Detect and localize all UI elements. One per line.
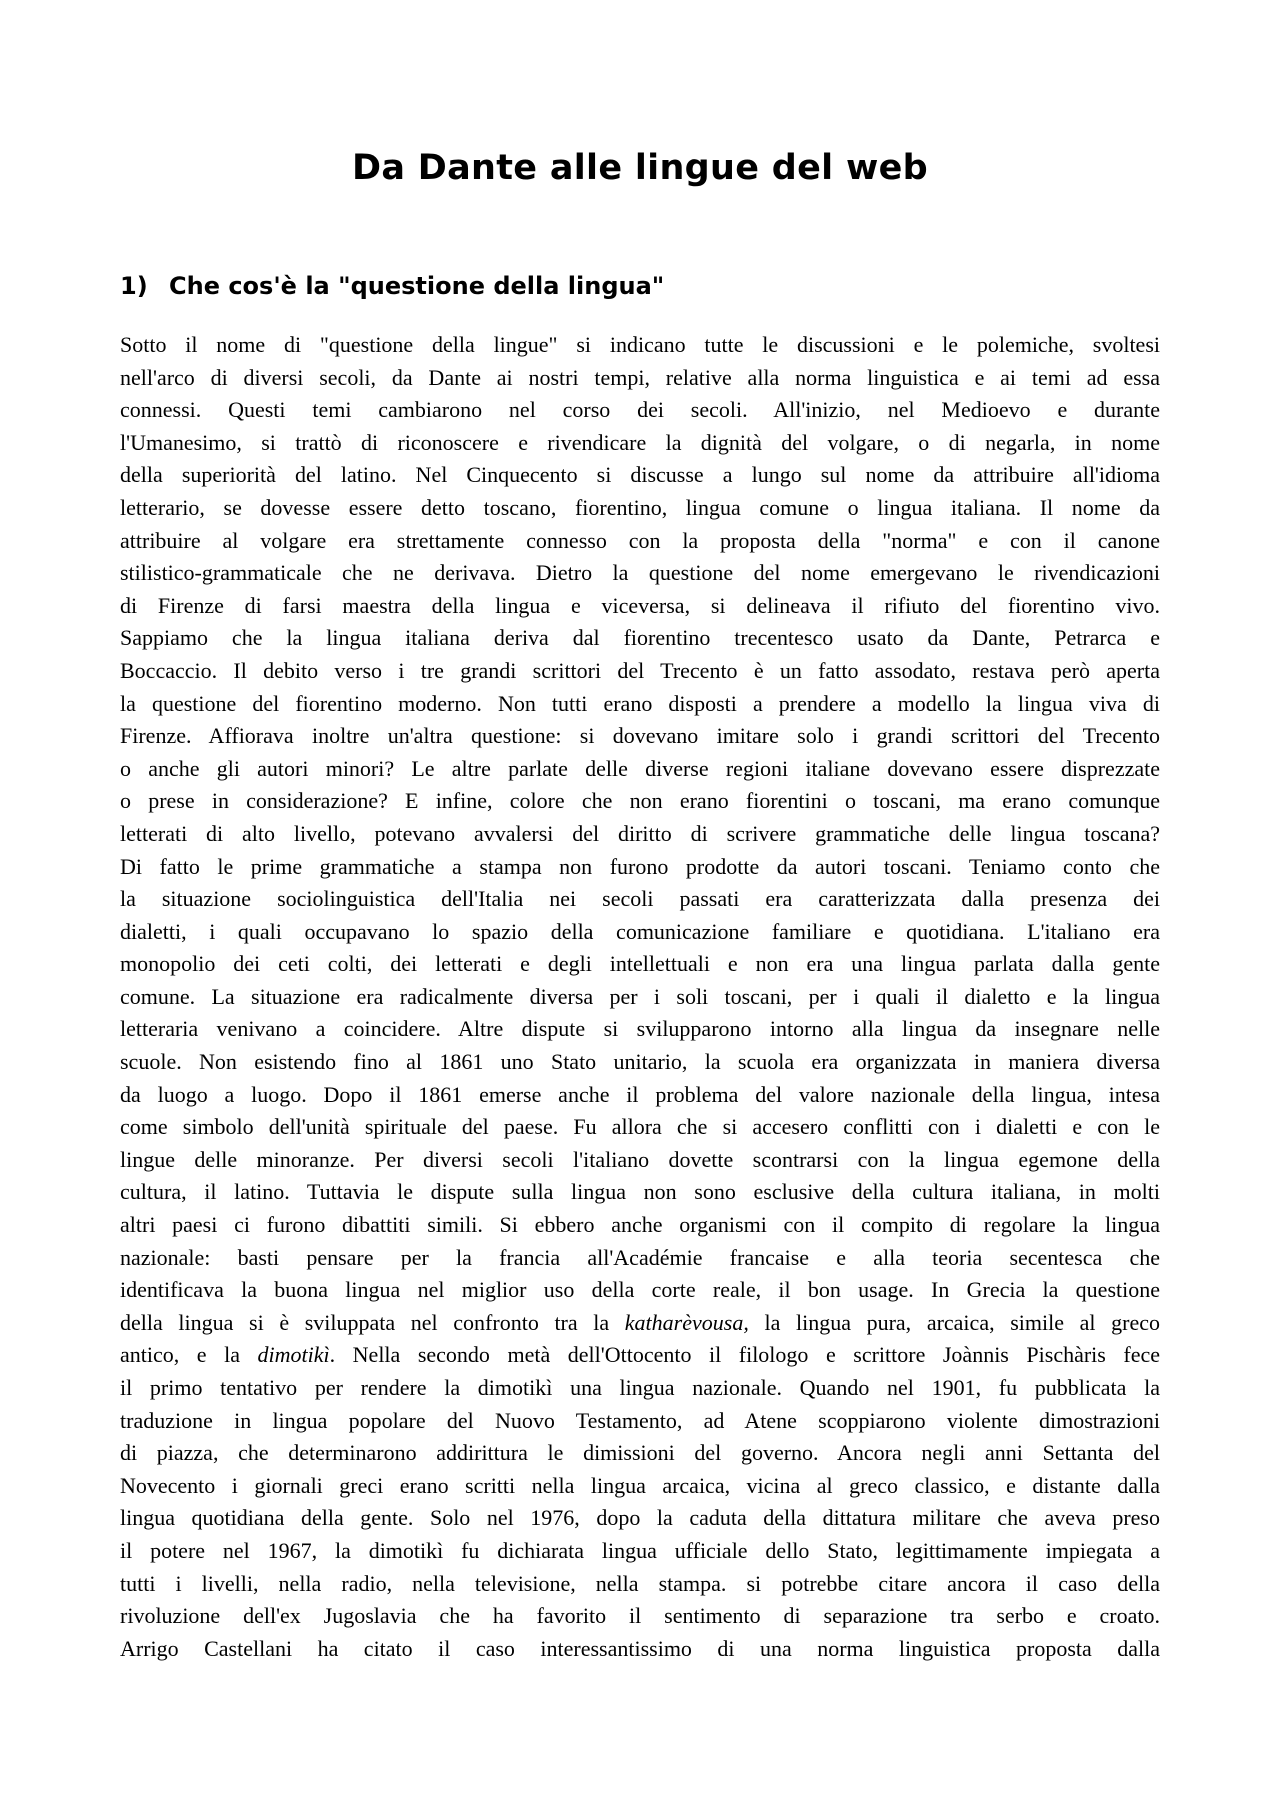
text-run: la lingua pura, arcaica, simile al greco (748, 1309, 1160, 1335)
text-line: comune. La situazione era radicalmente diversa per i soli toscani, per i quali il dialetto e la lingua (120, 983, 1160, 1009)
text-line: tutti i livelli, nella radio, nella televisione, nella stampa. si potrebbe citare ancora il caso della (120, 1570, 1160, 1596)
text-line: nazionale: basti pensare per la francia all'Académie francaise e alla teoria secentesca che (120, 1244, 1160, 1270)
text-line: connessi. Questi temi cambiarono nel corso dei secoli. All'inizio, nel Medioevo e durante (120, 397, 1160, 423)
text-line: attribuire al volgare era strettamente connesso con la proposta della "norma" e con il canone (120, 527, 1160, 553)
text-line: Novecento i giornali greci erano scritti nella lingua arcaica, vicina al greco classico, e distante dalla (120, 1472, 1160, 1498)
text-line: dialetti, i quali occupavano lo spazio della comunicazione familiare e quotidiana. L'italiano era (120, 918, 1160, 944)
text-line: cultura, il latino. Tuttavia le dispute sulla lingua non sono esclusive della cultura italiana, in molti (120, 1179, 1160, 1205)
section-heading-text: Che cos'è la "questione della lingua" (169, 272, 665, 300)
text-line (120, 1339, 1160, 1372)
document-title: Da Dante alle lingue del web (352, 148, 928, 188)
text-run: antico, e la (120, 1342, 258, 1368)
text-line: Sappiamo che la lingua italiana deriva dal fiorentino trecentesco usato da Dante, Petrarca e (120, 625, 1160, 651)
italic-term: dimotikì (257, 1342, 330, 1368)
text-line (120, 1307, 1160, 1340)
text-line: nell'arco di diversi secoli, da Dante ai nostri tempi, relative alla norma linguistica e ai temi ad essa (120, 364, 1160, 390)
text-line: rivoluzione dell'ex Jugoslavia che ha favorito il sentimento di separazione tra serbo e croato. (120, 1603, 1160, 1629)
text-run: della lingua si è sviluppata nel confronto tra la (120, 1309, 625, 1335)
text-line: letteraria venivano a coincidere. Altre dispute si svilupparono intorno alla lingua da insegnare nelle (120, 1016, 1160, 1042)
text-line: di Firenze di farsi maestra della lingua e viceversa, si delineava il rifiuto del fiorentino vivo. (120, 592, 1160, 618)
text-line: Boccaccio. Il debito verso i tre grandi scrittori del Trecento è un fatto assodato, restava però aperta (120, 657, 1160, 683)
text-line: altri paesi ci furono dibattiti simili. Si ebbero anche organismi con il compito di regolare la lingua (120, 1212, 1160, 1238)
text-line: il primo tentativo per rendere la dimotikì una lingua nazionale. Quando nel 1901, fu pubblicata la (120, 1375, 1160, 1400)
text-run: . Nella secondo metà dell'Ottocento il filologo e scrittore Joànnis Pischàris fece (329, 1342, 1161, 1368)
body-paragraph (120, 329, 1160, 1665)
text-line: Firenze. Affiorava inoltre un'altra questione: si dovevano imitare solo i grandi scrittori del Trecento (120, 723, 1160, 749)
text-line: letterati di alto livello, potevano avvalersi del diritto di scrivere grammatiche delle lingua toscana? (120, 820, 1160, 846)
text-line: lingua quotidiana della gente. Solo nel 1976, dopo la caduta della dittatura militare che aveva preso (120, 1505, 1160, 1531)
section-heading (120, 270, 664, 302)
text-line: Di fatto le prime grammatiche a stampa non furono prodotte da autori toscani. Teniamo conto che (120, 853, 1160, 879)
text-line: letterario, se dovesse essere detto toscano, fiorentino, lingua comune o lingua italiana. Il nome da (120, 494, 1160, 520)
text-line: stilistico-grammaticale che ne derivava. Dietro la questione del nome emergevano le rivendicazioni (120, 560, 1160, 586)
text-line: Sotto il nome di "questione della lingue" si indicano tutte le discussioni e le polemiche, svoltesi (120, 332, 1160, 357)
text-line: l'Umanesimo, si trattò di riconoscere e rivendicare la dignità del volgare, o di negarla, in nome (120, 429, 1160, 455)
text-line: monopolio dei ceti colti, dei letterati e degli intellettuali e non era una lingua parlata dalla gente (120, 951, 1160, 977)
text-line: traduzione in lingua popolare del Nuovo Testamento, ad Atene scoppiarono violente dimostrazioni (120, 1407, 1160, 1433)
text-line: il potere nel 1967, la dimotikì fu dichiarata lingua ufficiale dello Stato, legittimamente impiegata a (120, 1537, 1160, 1563)
text-line: scuole. Non esistendo fino al 1861 uno Stato unitario, la scuola era organizzata in maniera diversa (120, 1049, 1160, 1075)
text-line: identificava la buona lingua nel miglior uso della corte reale, il bon usage. In Grecia la questione (120, 1277, 1160, 1303)
text-line: lingue delle minoranze. Per diversi secoli l'italiano dovette scontrarsi con la lingua egemone della (120, 1146, 1160, 1172)
text-line: la questione del fiorentino moderno. Non tutti erano disposti a prendere a modello la lingua viva di (120, 690, 1160, 716)
italic-term: katharèvousa, (624, 1309, 749, 1335)
text-line: come simbolo dell'unità spirituale del paese. Fu allora che si accesero conflitti con i dialetti e con le (120, 1114, 1160, 1140)
text-line: o prese in considerazione? E infine, colore che non erano fiorentini o toscani, ma erano comunque (120, 788, 1160, 814)
text-line: di piazza, che determinarono addirittura le dimissioni del governo. Ancora negli anni Settanta del (120, 1440, 1160, 1466)
text-line: la situazione sociolinguistica dell'Italia nei secoli passati era caratterizzata dalla presenza dei (120, 886, 1160, 912)
text-line: Arrigo Castellani ha citato il caso interessantissimo di una norma linguistica proposta dalla (120, 1635, 1160, 1661)
text-line: della superiorità del latino. Nel Cinquecento si discusse a lungo sul nome da attribuire all'idioma (120, 462, 1160, 488)
text-line: da luogo a luogo. Dopo il 1861 emerse anche il problema del valore nazionale della lingua, intesa (120, 1081, 1160, 1107)
section-number: 1) (120, 272, 148, 300)
text-line: o anche gli autori minori? Le altre parlate delle diverse regioni italiane dovevano essere disprezzate (120, 755, 1160, 781)
